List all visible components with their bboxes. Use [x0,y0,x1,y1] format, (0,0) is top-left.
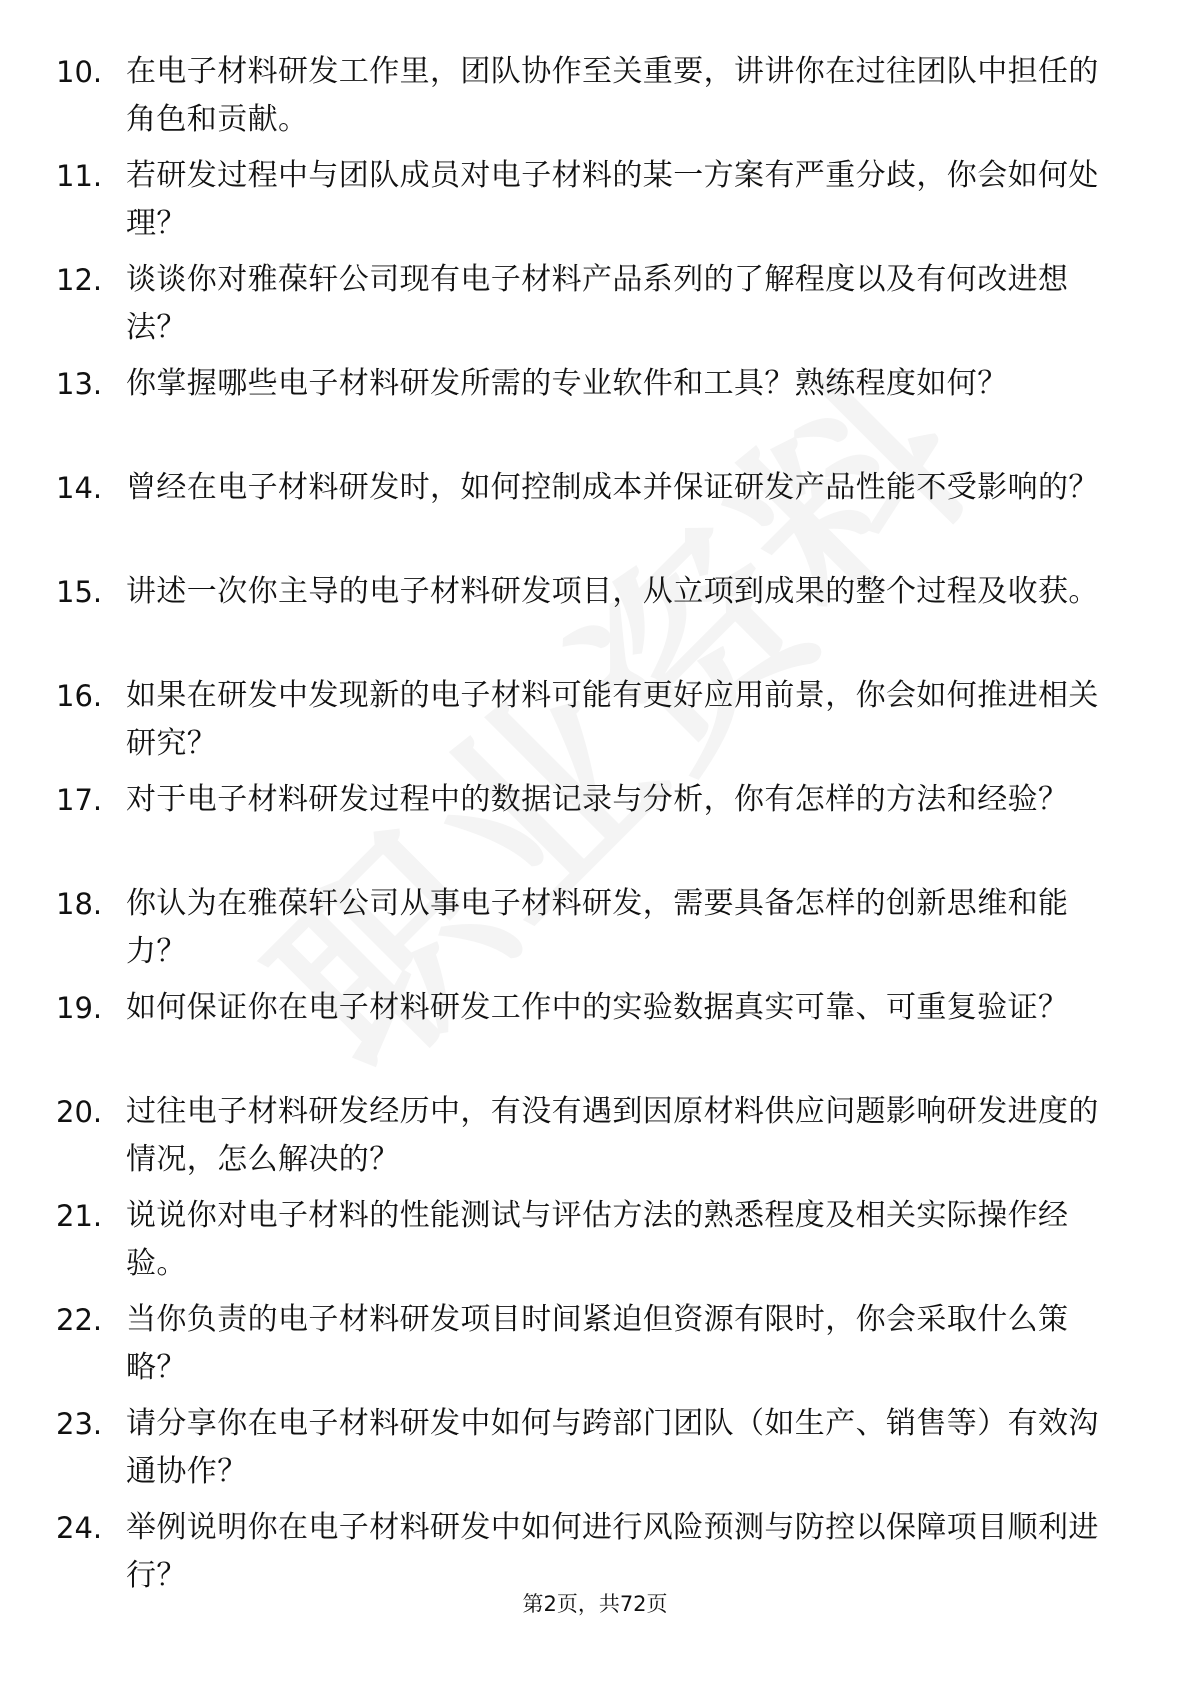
list-item [0,1296,1190,1400]
list-item [0,776,1190,880]
question-number: 22. [56,1303,103,1337]
question-number: 15. [56,575,103,609]
list-item [0,568,1190,672]
question-text: 你认为在雅葆轩公司从事电子材料研发，需要具备怎样的创新思维和能力？ [126,886,1069,969]
question-number: 21. [56,1199,103,1233]
list-item [0,880,1190,984]
list-item [0,1088,1190,1192]
list-item [0,464,1190,568]
list-item [0,984,1190,1088]
list-item [0,1192,1190,1296]
list-item [0,256,1190,360]
list-item [0,360,1190,464]
question-number: 24. [56,1511,103,1545]
question-text: 如果在研发中发现新的电子材料可能有更好应用前景，你会如何推进相关研究？ [126,678,1099,761]
question-text: 你掌握哪些电子材料研发所需的专业软件和工具？熟练程度如何？ [126,366,1008,401]
question-number: 18. [56,887,103,921]
question-text: 对于电子材料研发过程中的数据记录与分析，你有怎样的方法和经验？ [126,782,1069,817]
question-number: 19. [56,991,103,1025]
question-text: 过往电子材料研发经历中，有没有遇到因原材料供应问题影响研发进度的情况，怎么解决的？ [126,1094,1099,1177]
question-number: 20. [56,1095,103,1129]
question-text: 当你负责的电子材料研发项目时间紧迫但资源有限时，你会采取什么策略？ [126,1302,1069,1385]
question-text: 请分享你在电子材料研发中如何与跨部门团队（如生产、销售等）有效沟通协作？ [126,1406,1099,1489]
list-item [0,1400,1190,1504]
question-number: 23. [56,1407,103,1441]
question-number: 13. [56,367,103,401]
list-item [0,152,1190,256]
page-footer: 第2页，共72页 [522,1592,668,1616]
question-number: 10. [56,55,103,89]
question-text: 说说你对电子材料的性能测试与评估方法的熟悉程度及相关实际操作经验。 [126,1198,1069,1281]
question-number: 14. [56,471,103,505]
question-text: 曾经在电子材料研发时，如何控制成本并保证研发产品性能不受影响的？ [126,470,1099,505]
question-text: 在电子材料研发工作里，团队协作至关重要，讲讲你在过往团队中担任的角色和贡献。 [126,54,1099,137]
question-list [0,48,1190,1608]
question-text: 谈谈你对雅葆轩公司现有电子材料产品系列的了解程度以及有何改进想法？ [126,262,1069,345]
question-number: 17. [56,783,103,817]
list-item [0,672,1190,776]
question-text: 举例说明你在电子材料研发中如何进行风险预测与防控以保障项目顺利进行？ [126,1510,1099,1593]
question-text: 如何保证你在电子材料研发工作中的实验数据真实可靠、可重复验证？ [126,990,1069,1025]
question-number: 12. [56,263,103,297]
question-text: 若研发过程中与团队成员对电子材料的某一方案有严重分歧，你会如何处理？ [126,158,1099,241]
question-text: 讲述一次你主导的电子材料研发项目，从立项到成果的整个过程及收获。 [126,574,1099,609]
question-number: 16. [56,679,103,713]
list-item [0,48,1190,152]
question-number: 11. [56,159,103,193]
